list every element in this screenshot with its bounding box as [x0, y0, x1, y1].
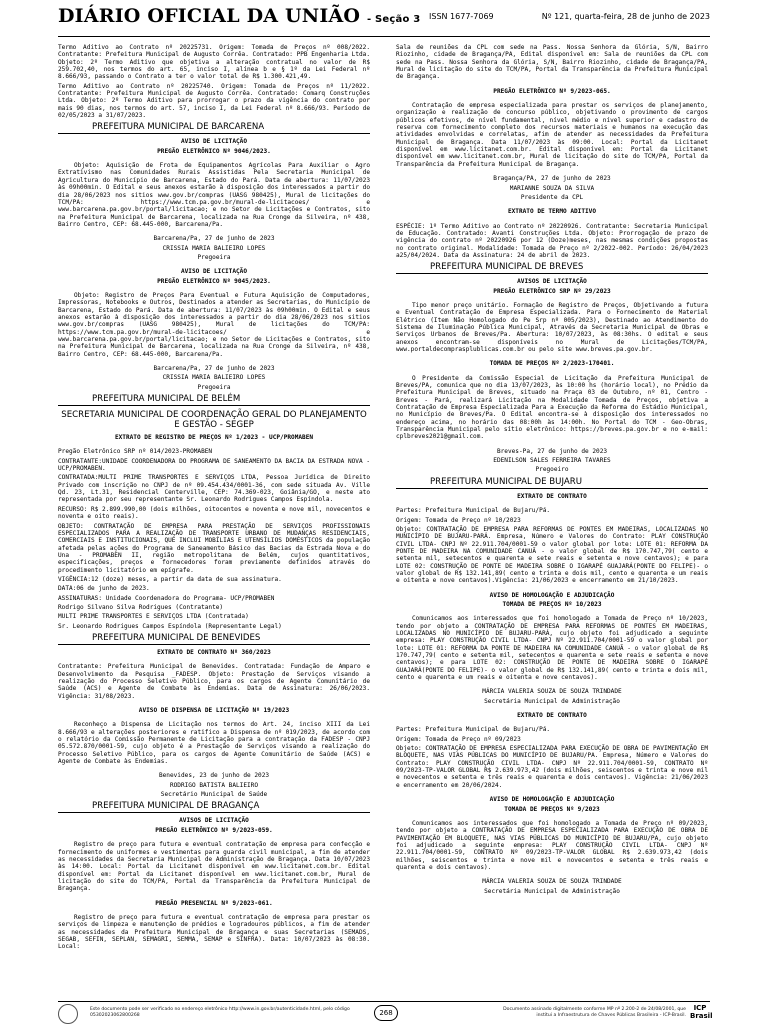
paragraph: Contratação de empresa especializada para prestar os serviços de planejamento, organização e realização de concurso público, objetivando o provimento de cargos públicos efetivos, de nível fundamental, nível médio e nível superior e cadastro de reserva com fornecimento completo dos recursos materiais e humanos na execução das atividades envolvidas e correlatas, afim de atender as necessidades da Prefeitura Municipal de Bragança. Data 11/07/2023 às 09:00. Local: Portal da Licitanet disponível em www.licitanet.com.br. Edital disponível em: Portal da Licitanet disponível em www.licitanet.com.br, Mural de licitação do site do TCM/PA, Portal da Transparência da Prefeitura Municipal de Bragança.	[396, 102, 708, 168]
page-header	[58, 7, 710, 33]
section-label: - Seção 3	[366, 14, 421, 25]
section-heading: TOMADA DE PREÇOS Nº 10/2023	[502, 600, 602, 608]
signature-line: Bragança/PA, 27 de junho de 2023	[493, 175, 611, 183]
icp-logo-subtext: Brasil	[690, 1012, 713, 1020]
signature-line: Secretária Municipal de Administração	[484, 887, 620, 895]
signature-line: MARIANNE SOUZA DA SILVA	[509, 184, 595, 192]
section-heading: EXTRATO DE TERMO ADITIVO	[507, 208, 597, 216]
right-column	[396, 44, 708, 1004]
organization-heading: PREFEITURA MUNICIPAL DE BREVES	[396, 262, 708, 274]
section-heading: PREGÃO ELETRÔNICO Nº 9/2023-065.	[493, 87, 611, 95]
paragraph: Objeto: CONTRATAÇÃO DE EMPRESA PARA REFORMAS DE PONTES EM MADEIRAS, LOCALIZADAS NO MUNICÍPIO DE BUJARU-PARÁ. Empresa, Número e Valores do Contrato: PLAY CONSTRUÇÃO CIVIL LTDA- CNPJ Nº 22.911.704/0001-59 o valor global por lote: LOTE 01: REFORMA DA PONTE DE MADEIRA NA COMUNIDADE CANUÃ - o valor global de R$ 170.747,79( cento e setenta mil, setecentos e quarenta e sete reais e setenta e nove centavos); e para LOTE 02: CONSTRUÇÃO DE PONTE DE MADEIRA SOBRE O IGARAPÉ GUAJARÁ(PONTE DO FELIPE)- o valor global de R$ 132.141,89( cento e trinta e dois mil, cento e quarenta e um reais e oitenta e nove centavos).Vigência: 21/06/2023 e encerramento em 21/10/2023.	[396, 525, 708, 585]
signature-line: EDENILSON SALES FERREIRA TAVARES	[493, 457, 611, 465]
signature-line: Pregoeira	[197, 383, 231, 391]
section-heading: EXTRATO DE CONTRATO	[517, 712, 587, 720]
department-heading: SECRETARIA MUNICIPAL DE COORDENAÇÃO GERAL DO PLANEJAMENTO E GESTÃO - SEGEP	[61, 410, 367, 431]
section-heading: EXTRATO DE CONTRATO Nº 360/2023	[157, 648, 271, 656]
signature-line: Pregoeiro	[535, 466, 569, 474]
paragraph: Sr. Leonardo Rodrigues Campos Espíndola (Representante Legal)	[58, 622, 282, 630]
paragraph: Contratante: Prefeitura Municipal de Benevides. Contratada: Fundação de Amparo e Desenvolvimento da Pesquisa _FADESP. Objeto: Prestação de Serviços visando a realização do Processo Seletivo Público, para os cargos de Agente Comunitário de Saúde (ACS) e Agente de Combate às Endemias. Data de Assinatura: 26/06/2023. Vigência: 31/08/2023.	[58, 663, 370, 700]
section-heading: PREGÃO ELETRÔNICO Nº 9046/2023.	[157, 147, 271, 155]
paragraph: Rodrigo Silvano Silva Rodrigues (Contratante)	[58, 603, 224, 611]
paragraph: DATA:06 de junho de 2023.	[58, 585, 150, 593]
paragraph: Reconheço a Dispensa de Licitação nos termos do Art. 24, inciso XIII da Lei 8.666/93 e alterações posteriores e ratifico a Dispensa de nº 019/2023, de acordo com o relatório da Comissão Permanente de Licitação para a contratação da FADESP - CNPJ 05.572.870/0001-59, cujo objeto é a Prestação de Serviços visando a realização do Processo Seletivo Público, para os cargos de Agente Comunitário de Saúde (ACS) e Agente de Combate às Endemias.	[58, 721, 370, 766]
paragraph: Registro de preço para futura e eventual contratação de empresa para prestar os serviços de limpeza e manutenção de prédios e logradouros públicos, a fim de atender as necessidades da Prefeitura Municipal de Bragança e suas Secretarias (SEMADS, SEGAB, SEFIN, SEPLAN, SEMAGRI, SEMMA, SEMAP e SINFRA). Data: 10/07/2023 às 08:30. Local:	[58, 913, 370, 951]
section-heading: AVISO DE LICITAÇÃO	[180, 268, 248, 276]
section-heading: TOMADA DE PREÇOS Nº 2/2023-170401.	[489, 360, 615, 368]
paragraph: Termo Aditivo ao Contrato nº 20225731. Origem: Tomada de Preços nº 008/2022. Contratante: Prefeitura Municipal de Augusto Corrêa. Contratado: PPB Engenharia Ltda. Objeto: 2º Termo Aditivo que objetiva a alteração contratual no valor de R$ 259.702,40, nos termos do art. 65, inciso I, alínea b e § 1º da Lei Federal nº 8.666/93, passando o Contrato a ter o valor total de R$ 1.300.421,49.	[58, 44, 370, 81]
verification-note: Este documento pode ser verificado no endereço eletrônico http://www.in.gov.br/autenticidade.html, pelo código 05302023062800268	[90, 1007, 350, 1018]
paragraph: Comunicamos aos interessados que foi homologado a Tomada de Preço nº 10/2023, tendo por objeto a CONTRATAÇÃO DE EMPRESA PARA REFORMAS DE PONTES EM MADEIRAS, LOCALIZADAS NO MUNICÍPIO DE BUJARU-PARÁ, cujo objeto foi adjudicado a seguinte empresa: PLAY CONSTRUÇÃO CIVIL LTDA- CNPJ Nº 22.911.704/0001-59 o valor global por lote: LOTE 01: REFORMA DA PONTE DE MADEIRA NA COMUNIDADE CANUÃ - o valor global de R$ 170.747,79( cento e setenta mil, setecentos e quarenta e sete reais e setenta e nove centavos); e para LOTE 02: CONSTRUÇÃO DE PONTE DE MADEIRA SOBRE O IGARAPÉ GUAJARÁ(PONTE DO FELIPE)- o valor global de R$ 132.141,89( cento e trinta e dois mil, cento e quarenta e um reais e oitenta e nove centavos).	[396, 615, 708, 682]
signature-line: RODRIGO BATISTA BALIEIRO	[169, 781, 259, 789]
paragraph: RECURSO: R$ 2.899.990,00 (dois milhões, oitocentos e noventa e nove mil, novecentos e noventa e oito reais).	[58, 505, 370, 521]
paragraph: VIGÊNCIA:12 (doze) meses, a partir da data de sua assinatura.	[58, 575, 282, 583]
section-heading: TOMADA DE PREÇOS Nº 9/2023	[504, 805, 600, 813]
left-column	[58, 44, 370, 1004]
organization-heading: PREFEITURA MUNICIPAL DE BRAGANÇA	[58, 801, 370, 813]
paragraph: Objeto: CONTRATAÇÃO DE EMPRESA ESPECIALIZADA PARA EXECUÇÃO DE OBRA DE PAVIMENTAÇÃO EM BLOQUETE, NAS VIAS PÚBLICAS DO MUNICÍPIO DE BUJARU/PA. Empresa, Número e Valores do Contrato: PLAY CONSTRUÇÃO CIVIL LTDA- CNPJ Nº 22.911.704/0001-59, CONTRATO Nº 09/2023-TP-VALOR GLOBAL R$ 2.639.973,42 (dois milhões, seiscentos e trinta e nove mil e novecentos e setenta e três reais e quarenta e dois centavos). Vigência: 21/06/2023 e encerramento em 20/06/2024.	[396, 745, 708, 789]
coat-of-arms-icon	[58, 1004, 78, 1024]
section-heading: PREGÃO PRESENCIAL Nº 9/2023-061.	[155, 899, 273, 907]
signature-line: CRISSIA MARIA BALIEIRO LOPES	[162, 374, 266, 382]
section-heading: PREGÃO ELETRÔNICO Nº 9/2023-059.	[155, 826, 273, 834]
paragraph: CONTRATADA:MULTI PRIME TRANSPORTES E SERVIÇOS LTDA, Pessoa Jurídica de Direito Privado com inscrição no CNPJ de nº 09.454.434/0001-36, com sede situada Av. Ville Qd. 23, Lt.31, Residencial Centerville, CEP: 74.369-023, Goiânia/GO, e neste ato representada por seu representante Sr. Leonardo Rodrigues Campos Espíndola.	[58, 474, 370, 504]
paragraph: Termo Aditivo ao Contrato nº 20225740. Origem: Tomada de Preços nº 11/2022. Contratante: Prefeitura Municipal de Augusto Corrêa. Contratado: Comarq Construções Ltda. Objeto: 2º Termo Aditivo para prorrogar o prazo da vigência do contrato por mais 90 dias, nos termos do art. 57, inciso I, da Lei Federal nº 8.666/93. Período de 02/05/2023 a 31/07/2023.	[58, 82, 370, 120]
signature-line: MÁRCIA VALERIA SOUZA DE SOUZA TRINDADE	[482, 878, 622, 886]
paragraph: ASSINATURAS: Unidade Coordenadora do Programa- UCP/PROMABEN	[58, 594, 275, 602]
issue-date: Nº 121, quarta-feira, 28 de junho de 2023	[541, 12, 710, 21]
signature-line: Breves-Pa, 27 de junho de 2023	[496, 447, 608, 455]
section-heading: AVISO DE HOMOLOGAÇÃO E ADJUDICAÇÃO	[489, 591, 615, 599]
signature-line: Benevides, 23 de junho de 2023	[158, 772, 270, 780]
section-heading: AVISOS DE LICITAÇÃO	[179, 817, 249, 825]
paragraph: MULTI PRIME TRANSPORTES E SERVIÇOS LTDA (Contratada)	[58, 613, 249, 621]
masthead	[58, 5, 420, 27]
paragraph: ESPÉCIE: 1º Termo Aditivo ao Contrato nº 20220926. Contratante: Secretaria Municipal de Educação. Contratado: Avanti Construções Ltda. Objeto: Prorrogação de prazo de vigência do contrato nº 20220926 por 12 (Doze)meses, nas mesmas condições propostas no contrato original. Modalidade: Tomada de Preço nº 2/2022-002. Período: 26/04/2023 a25/04/2024. Data da Assinatura: 24 de abril de 2023.	[396, 222, 708, 259]
section-heading: PREGÃO ELETRÔNICO Nº 9045/2023.	[157, 277, 271, 285]
signature-line: Pregoeira	[197, 253, 231, 261]
paragraph: Tipo menor preço unitário. Formação de Registro de Preços, Objetivando a futura e Eventual Contratação de Empresa Especializada. Para o Fornecimento de Material Elétrico (Item Não Homologado do Pe Srp nº 005/2023), Destinado ao Atendimento do Sistema de Iluminação Pública Municipal, Através da Secretaria Municipal de Obras e Serviços Urbanos de Breves/Pa. Abertura: 10/07/2023, às 08:30hs. O edital e seus anexos encontram-se disponíveis no Mural de Licitações/TCM/PA, www.portaldecomprasplublicas.com.br ou pelo site www.breves.pa.gov.br.	[396, 301, 708, 353]
page-footer	[58, 1004, 713, 1022]
paragraph: Registro de preço para futura e eventual contratação de empresa para confecção e fornecimento de uniformes e vestimentas para guarda civil municipal, a fim de atender as necessidades da Secretaria Municipal de Administração de Bragança. Data 10/07/2023 às 14:00. Local: Portal da Licitanet disponível em www.licitanet.com.br. Edital disponível em: Portal da Licitanet disponível em www.licitanet.com.br, Mural de licitação do site do TCM/PA, Portal da Transparência da Prefeitura Municipal de Bragança.	[58, 841, 370, 893]
section-heading: AVISO DE HOMOLOGAÇÃO E ADJUDICAÇÃO	[489, 796, 615, 804]
issn: ISSN 1677-7069	[429, 12, 494, 21]
section-heading: PREGÃO ELETRÔNICO SRP Nº 29/2023	[493, 287, 611, 295]
section-heading: AVISO DE LICITAÇÃO	[180, 138, 248, 146]
signature-note: Documento assinado digitalmente conforme MP nº 2.200-2 de 24/08/2001, que institui a Infraestrutura de Chaves Públicas Brasileira - ICP-Brasil.	[503, 1007, 686, 1018]
organization-heading: PREFEITURA MUNICIPAL DE BELÉM	[58, 394, 370, 406]
paragraph: Origem: Tomada de Preço nº 10/2023	[396, 516, 521, 524]
organization-heading: PREFEITURA MUNICIPAL DE BENEVIDES	[58, 633, 370, 645]
signature-line: Barcarena/Pa, 27 de junho de 2023	[153, 365, 275, 373]
paragraph: Objeto: Registro de Preços Para Eventual e Futura Aquisição de Computadores, Impressoras, Notebooks e Outros, Destinados a atender as Secretarias, do Município de Barcarena, Estado do Pará. Data de abertura: 11/07/2023 às 09h00min. O Edital e seus anexos estarão à disposição dos interessados a partir do dia 28/06/2023 nos sitios www.gov.br/compras (UASG 980425), Mural de licitações do TCM/PA: https://www.tcm.pa.gov.br/mural-de-licitacoes/ e www.barcarena.pa.gov.br/portal/licitacao; e no Setor de Licitações e Contratos, sito na Prefeitura Municipal de Barcarena, localizada na Rua Cronge da Silveira, nº 438, Bairro Centro, CEP: 68.445-000, Barcarena/Pa.	[58, 291, 370, 358]
section-heading: AVISO DE DISPENSA DE LICITAÇÃO Nº 19/2023	[138, 707, 290, 715]
icp-logo-text: ICP	[693, 1004, 707, 1012]
paragraph: OBJETO: CONTRATAÇÃO DE EMPRESA PARA PRESTAÇÃO DE SERVIÇOS PROFISSIONAIS ESPECIALIZADOS PARA A REALIZAÇÃO DE TRANSPORTE URBANO DE MUDANÇAS RESIDENCIAIS, COMERCIAIS E INSTITUCIONAIS, QUE INCLUI MOBÍLIAS E UTENSÍLIOS DOMÉSTICOS da população afetada pelas ações do Programa de Saneamento Básico das Bacias da Estrada Nova e do Una - PROMABEN II, região metropolitana de Belém, cujos quantitativos, especificações, preços e fornecedores foram previamente definidos através do procedimento licitatório em epígrafe.	[58, 522, 370, 574]
page-number: 268	[374, 1005, 398, 1021]
masthead-title: DIÁRIO OFICIAL DA UNIÃO	[58, 5, 361, 27]
footer-rule	[58, 1001, 710, 1002]
section-heading: AVISOS DE LICITAÇÃO	[517, 278, 587, 286]
section-heading: EXTRATO DE CONTRATO	[517, 492, 587, 500]
section-heading: EXTRATO DE REGISTRO DE PREÇOS Nº 1/2023 - UCP/PROMABEN	[114, 434, 314, 442]
paragraph: O Presidente da Comissão Especial de Licitação da Prefeitura Municipal de Breves/PA, comunica que no dia 13/07/2023, às 10:00 hs (horário local), no Prédio da Prefeitura Municipal de Breves, situado na Praça 03 de Outubro, nº 01, Centro - Breves - Pará, realizará Licitação na Modalidade Tomada de Preços, objetiva a Contratação de Empresa Especializada Para a Execução da Reforma do Estádio Municipal, no Município de Breves/Pa. O Edital encontra-se à disposição dos interessados no endereço acima, no horário das 08:00h às 14:00h. No Portal do TCM - Geo-Obras, Transparência Municipal pelo sítio eletrônico: https://breves.pa.gov.br e no e-mail: cplbreves2021@gmail.com.	[396, 374, 708, 441]
paragraph: Objeto: Aquisição de Frota de Equipamentos Agrícolas Para Auxiliar o Agro Extrativismo nas Comunidades Rurais Assistidas Pela Secretaria Municipal de Agricultura do Município de Barcarena, Estado do Pará. Data de abertura: 11/07/2023 às 09h00min. O Edital e seus anexos estarão à disposição dos interessados a partir do dia 28/06/2023 nos sitios www.gov.br/compras (UASG 980425), Mural de licitações do TCM/PA: https://www.tcm.pa.gov.br/mural-de-licitacoes/ e www.barcarena.pa.gov.br/portal/licitacao; e no Setor de Licitações e Contratos, sito na Prefeitura Municipal de Barcarena, localizada na Rua Cronge da Silveira, nº 438, Bairro Centro, CEP: 68.445-000, Barcarena/Pa.	[58, 162, 370, 228]
signature-line: CRISSIA MARIA BALIEIRO LOPES	[162, 244, 266, 252]
paragraph: CONTRATANTE:UNIDADE COORDENADORA DO PROGRAMA DE SANEAMENTO DA BACIA DA ESTRADA NOVA - UCP/PROMABEN.	[58, 457, 370, 473]
paragraph: Pregão Eletrônico SRP nº 014/2023-PROMABEN	[58, 448, 213, 456]
icp-brasil-logo	[690, 1004, 713, 1020]
signature-line: Secretário Municipal de Saúde	[160, 791, 268, 799]
signature-line: Barcarena/Pa, 27 de junho de 2023	[153, 235, 275, 243]
paragraph: Sala de reuniões da CPL com sede na Pass. Nossa Senhora da Glória, S/N, Bairro Riozinho, cidade de Bragança/PA, Edital disponível em: Sala de reuniões da CPL com sede na Pass. Nossa Senhora da Glória, S/N, Bairro Riozinho, cidade de Bragança/PA, Mural de licitação do site do TCM/PA, Portal da Transparência da Prefeitura Municipal de Bragança.	[396, 44, 708, 81]
signature-line: Presidente da CPL	[520, 193, 584, 201]
paragraph: Origem: Tomada de Preço nº 09/2023	[396, 735, 521, 743]
paragraph: Partes: Prefeitura Municipal de Bujaru/Pá.	[396, 726, 551, 734]
organization-heading: PREFEITURA MUNICIPAL DE BUJARU	[396, 477, 708, 489]
signature-line: MÁRCIA VALERIA SOUZA DE SOUZA TRINDADE	[482, 688, 622, 696]
organization-heading: PREFEITURA MUNICIPAL DE BARCARENA	[58, 122, 370, 134]
paragraph: Partes: Prefeitura Municipal de Bujaru/Pá.	[396, 507, 551, 515]
signature-line: Secretária Municipal de Administração	[484, 697, 620, 705]
header-rule	[58, 36, 710, 37]
paragraph: Comunicamos aos interessados que foi homologado a Tomada de Preço nº 09/2023, tendo por objeto a CONTRATAÇÃO DE EMPRESA ESPECIALIZADA PARA EXECUÇÃO DE OBRA DE PAVIMENTAÇÃO EM BLOQUETE, NAS VIAS PÚBLICAS DO MUNICÍPIO DE BUJARU/PA, cujo objeto foi adjudicado a seguinte empresa: PLAY CONSTRUÇÃO CIVIL LTDA- CNPJ Nº 22.911.704/0001-59, CONTRATO Nº 09/2023-TP-VALOR GLOBAL R$ 2.639.973,42 (dois milhões, seiscentos e trinta e nove mil e novecentos e setenta e três reais e quarenta e dois centavos).	[396, 819, 708, 871]
